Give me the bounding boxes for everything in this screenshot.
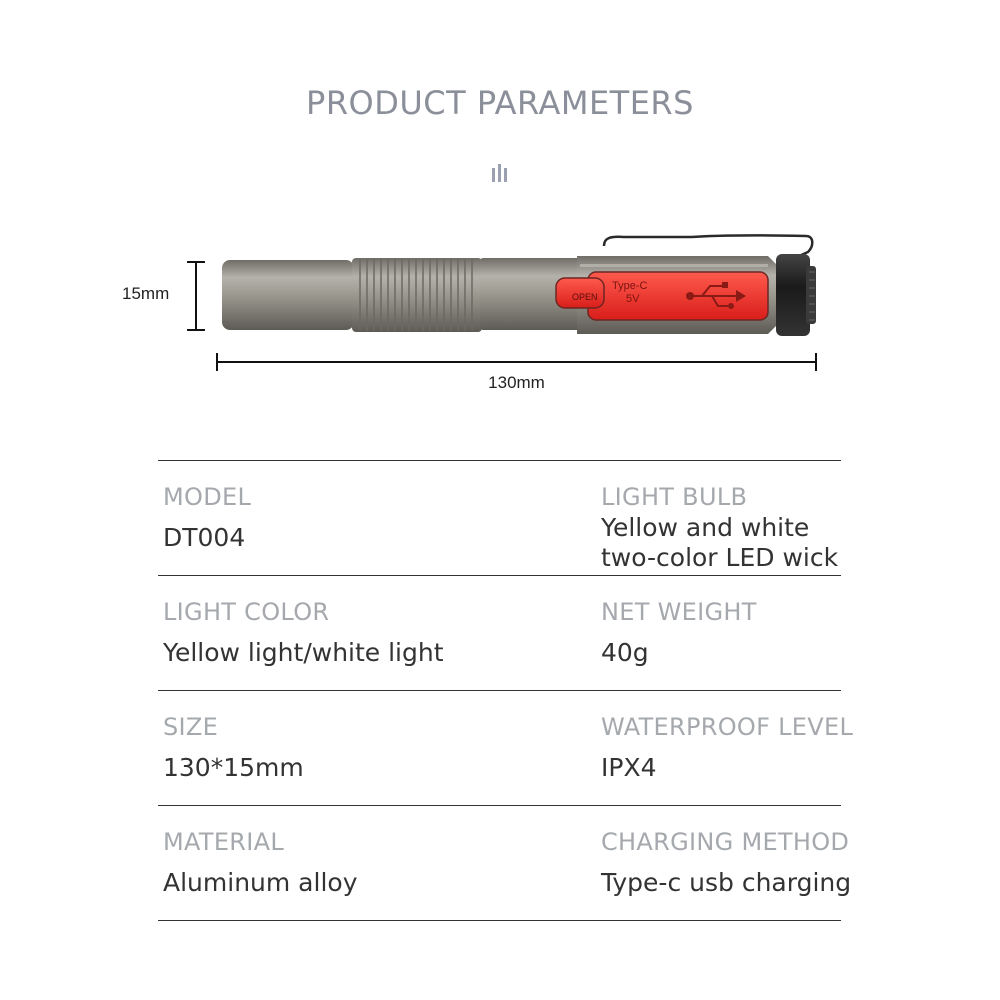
height-dimension-line [187,262,205,330]
param-value: IPX4 [601,753,657,782]
param-light-color [163,576,583,668]
flashlight-tail [222,260,354,330]
param-label: SIZE [163,713,219,741]
length-dimension-label: 130mm [488,373,545,392]
param-label: CHARGING METHOD [601,828,850,856]
param-net-weight [601,576,861,668]
param-value: Aluminum alloy [163,868,358,897]
param-value: 130*15mm [163,753,304,782]
param-label: MODEL [163,483,252,511]
param-value: Yellow light/white light [163,638,444,667]
param-label: NET WEIGHT [601,598,757,626]
param-value: Type-c usb charging [601,868,852,897]
table-row [158,805,852,921]
param-label: LIGHT BULB [601,483,748,511]
param-material [163,806,583,898]
param-value: two-color LED wick [601,543,839,572]
parameters-table [158,460,854,921]
param-label: WATERPROOF LEVEL [601,713,854,741]
flashlight-bezel [776,254,810,336]
length-dimension-line [217,353,816,371]
port-label: Type-C [612,280,648,292]
param-waterproof-level [601,691,861,783]
table-row [158,575,841,690]
param-light-bulb [601,461,861,573]
param-charging-method [601,806,861,898]
voltage-label: 5V [626,293,640,305]
table-row [158,690,854,805]
param-label: MATERIAL [163,828,285,856]
table-row [158,460,841,575]
open-label: OPEN [572,292,598,302]
param-model [163,461,583,553]
param-value: Yellow and white [601,513,810,542]
page-title: PRODUCT PARAMETERS [306,84,694,122]
param-value: 40g [601,638,649,667]
param-label: LIGHT COLOR [163,598,330,626]
param-value: DT004 [163,523,246,552]
title-divider-icon [490,164,510,182]
param-size [163,691,583,783]
flashlight-grip [352,258,482,332]
height-dimension-label: 15mm [122,284,170,303]
